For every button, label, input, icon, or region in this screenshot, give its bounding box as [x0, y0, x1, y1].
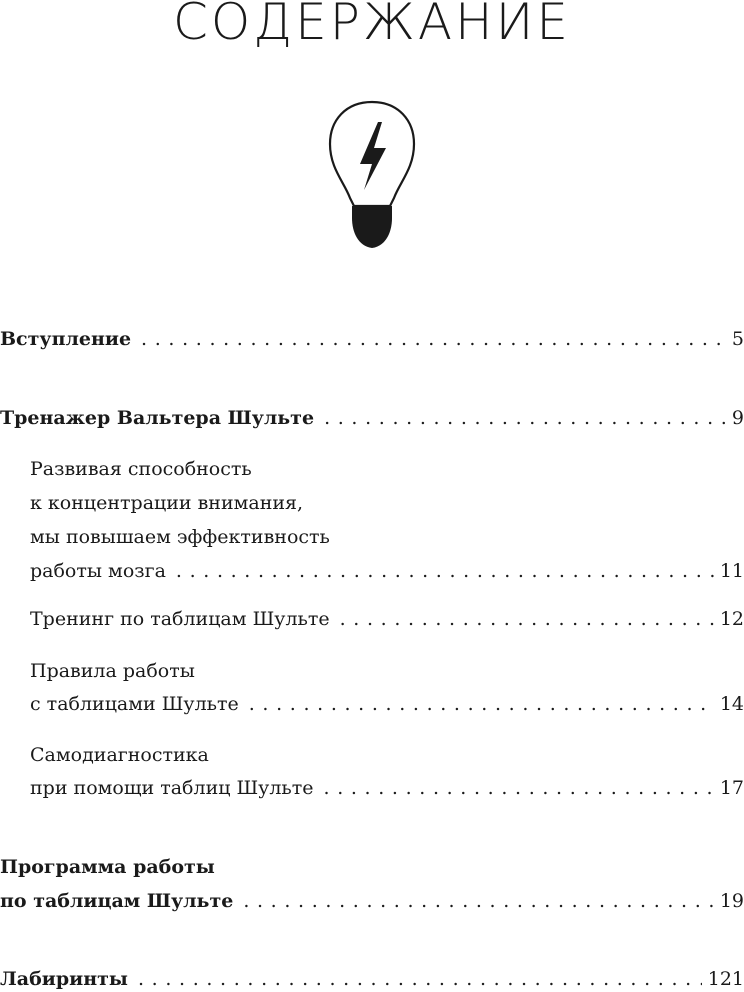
toc-entry-title-line: к концентрации внимания, — [30, 492, 304, 514]
toc-entry-title-line: Правила работы — [30, 660, 195, 682]
dot-leader — [138, 968, 702, 990]
toc-entry-title-line: Программа работы — [0, 856, 215, 878]
dot-leader — [249, 693, 714, 715]
dot-leader — [340, 608, 714, 630]
toc-entry[interactable] — [0, 407, 744, 429]
toc-page-number: 11 — [719, 560, 744, 582]
toc-entry[interactable] — [30, 693, 744, 715]
toc-page-number: 14 — [719, 693, 744, 715]
toc-entry[interactable] — [30, 608, 744, 630]
dot-leader — [324, 407, 726, 429]
toc-entry-title: Тренажер Вальтера Шульте — [0, 407, 315, 429]
toc-entry-title: при помощи таблиц Шульте — [30, 777, 314, 799]
toc-page-number: 17 — [719, 777, 744, 799]
page-title: СОДЕРЖАНИЕ — [173, 0, 571, 51]
toc-entry-title: Лабиринты — [0, 968, 128, 990]
dot-leader — [176, 560, 714, 582]
toc-page-number: 121 — [707, 968, 744, 990]
toc-entry[interactable] — [0, 328, 744, 350]
dot-leader — [141, 328, 726, 350]
toc-entry[interactable] — [0, 968, 744, 990]
toc-entry-title-line: Развивая способность — [30, 458, 252, 480]
toc-entry-title-line: мы повышаем эффективность — [30, 526, 330, 548]
toc-page-number: 12 — [719, 608, 744, 630]
toc-entry-title: Тренинг по таблицам Шульте — [30, 608, 330, 630]
toc-entry-title: с таблицами Шульте — [30, 693, 239, 715]
toc-page-number: 19 — [719, 890, 744, 912]
lightbulb-lightning-icon — [326, 98, 418, 252]
dot-leader — [324, 777, 714, 799]
toc-entry[interactable] — [30, 777, 744, 799]
toc-entry[interactable] — [0, 890, 744, 912]
toc-entry-title: работы мозга — [30, 560, 166, 582]
dot-leader — [243, 890, 713, 912]
toc-page-number: 9 — [731, 407, 744, 429]
toc-entry-title: по таблицам Шульте — [0, 890, 234, 912]
toc-entry[interactable] — [30, 560, 744, 582]
toc-entry-title: Вступление — [0, 328, 132, 350]
toc-page-number: 5 — [731, 328, 744, 350]
toc-entry-title-line: Самодиагностика — [30, 744, 209, 766]
